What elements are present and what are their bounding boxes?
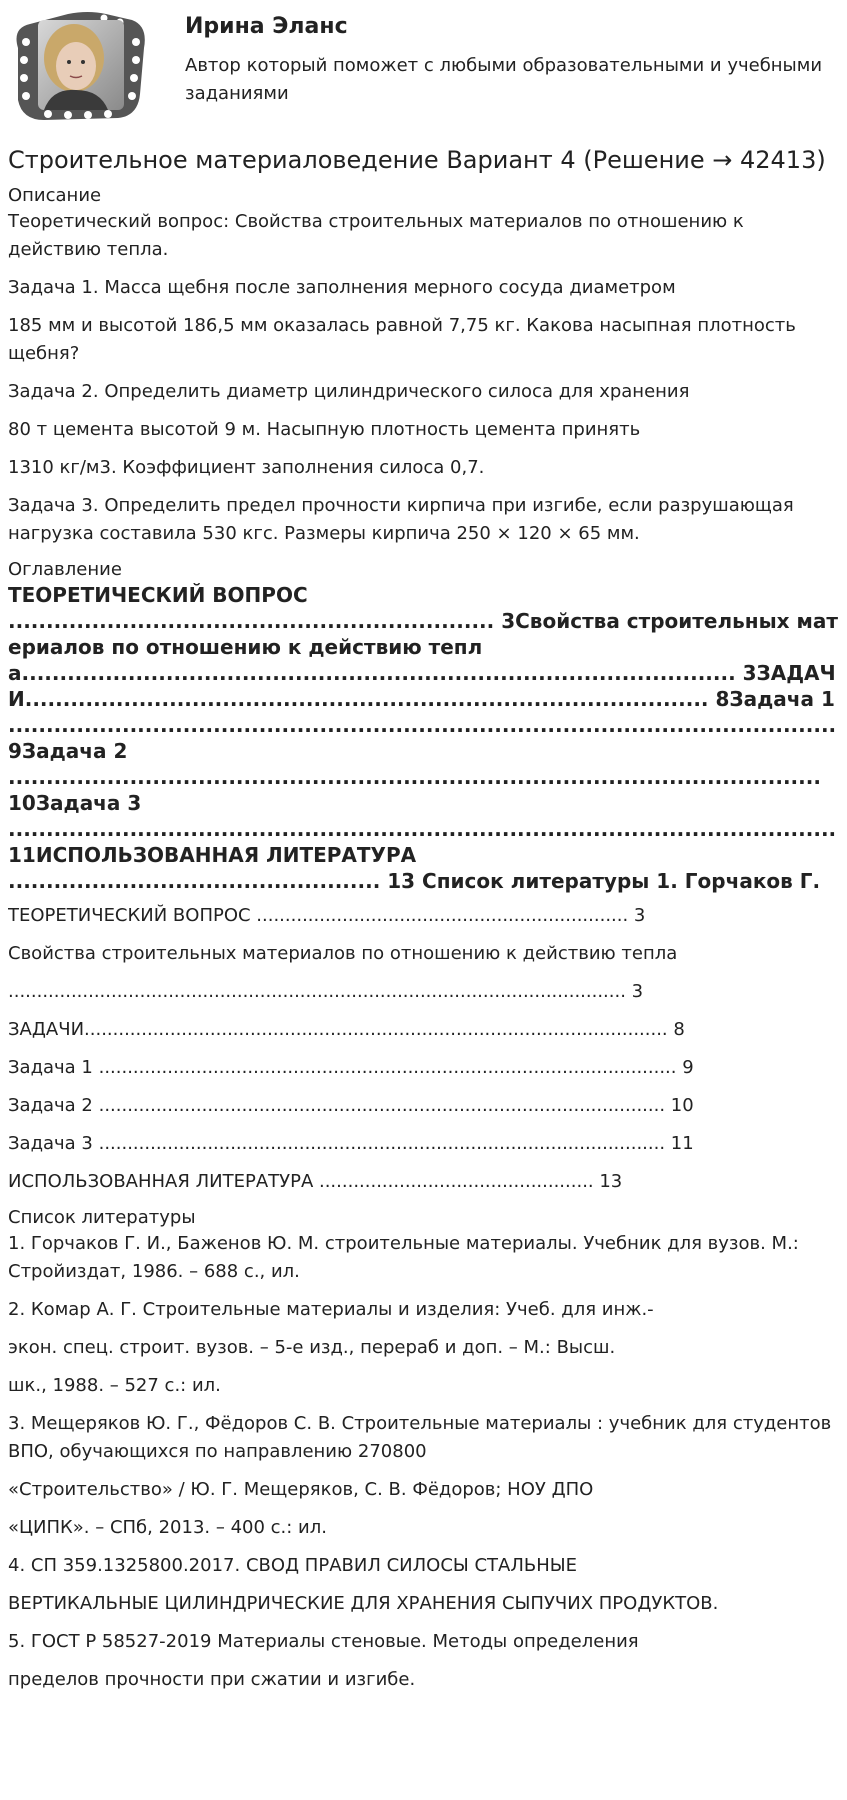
toc-entry[interactable]: Задача 3 ................................................................................................... 11 (8, 1133, 694, 1154)
toc-entry[interactable]: ТЕОРЕТИЧЕСКИЙ ВОПРОС ................................................................. 3 (8, 905, 646, 926)
toc-bold-line: ........................................................................................................... (8, 765, 821, 789)
description-paragraph: Теоретический вопрос: Свойства строительных материалов по отношению к действию тепла. (8, 211, 744, 260)
reference-line: 5. ГОСТ Р 58527-2019 Материалы стеновые. Методы определения (8, 1631, 639, 1652)
reference-line: 3. Мещеряков Ю. Г., Фёдоров С. В. Строительные материалы : учебник для студентов ВПО, обучающихся по направлению 270800 (8, 1413, 832, 1462)
reference-line: 1. Горчаков Г. И., Баженов Ю. М. строительные материалы. Учебник для вузов. М.: Стройиздат, 1986. – 688 с., ил. (8, 1233, 799, 1282)
toc-bold-line: ................................................. 13 Список литературы 1. Горчаков Г. (8, 869, 821, 893)
reference-line: «ЦИПК». – СПб, 2013. – 400 с.: ил. (8, 1517, 327, 1538)
toc-bold-line: ............................................................................................................. (8, 817, 837, 841)
description-paragraph: 1310 кг/м3. Коэффициент заполнения силоса 0,7. (8, 457, 485, 478)
toc-entry[interactable]: ............................................................................................................ 3 (8, 981, 644, 1002)
reference-line: 2. Комар А. Г. Строительные материалы и изделия: Учеб. для инж.- (8, 1299, 654, 1320)
document-content (8, 144, 840, 1704)
description-paragraph: Задача 2. Определить диаметр цилиндрического силоса для хранения (8, 381, 690, 402)
references-label: Список литературы (8, 1207, 196, 1228)
toc-bold-line: ТЕОРЕТИЧЕСКИЙ ВОПРОС (8, 583, 308, 607)
author-avatar[interactable] (8, 8, 154, 126)
document-title: Строительное материаловедение Вариант 4 (Решение → 42413) (8, 146, 826, 174)
toc-entry[interactable]: ИСПОЛЬЗОВАННАЯ ЛИТЕРАТУРА ................................................ 13 (8, 1171, 623, 1192)
toc-bold-line: 10Задача 3 (8, 791, 142, 815)
reference-line: ВЕРТИКАЛЬНЫЕ ЦИЛИНДРИЧЕСКИЕ ДЛЯ ХРАНЕНИЯ СЫПУЧИХ ПРОДУКТОВ. (8, 1593, 719, 1614)
reference-line: шк., 1988. – 527 с.: ил. (8, 1375, 221, 1396)
toc-entry[interactable]: Задача 1 ..................................................................................................... 9 (8, 1057, 694, 1078)
reference-line: экон. спец. строит. вузов. – 5-е изд., перераб и доп. – М.: Высш. (8, 1337, 616, 1358)
description-paragraph: Задача 1. Масса щебня после заполнения мерного сосуда диаметром (8, 277, 676, 298)
toc-bold-line: 11ИСПОЛЬЗОВАННАЯ ЛИТЕРАТУРА (8, 843, 417, 867)
description-paragraph: Задача 3. Определить предел прочности кирпича при изгибе, если разрушающая нагрузка составила 530 кгс. Размеры кирпича 250 × 120 × 65 мм. (8, 495, 794, 544)
toc-label: Оглавление (8, 559, 122, 580)
author-block (8, 8, 838, 128)
toc-bold-line: 9Задача 2 (8, 739, 128, 763)
author-description: Автор который поможет с любыми образовательными и учебными заданиями (185, 55, 823, 104)
toc-entry[interactable]: ЗАДАЧИ...................................................................................................... 8 (8, 1019, 685, 1040)
reference-line: 4. СП 359.1325800.2017. СВОД ПРАВИЛ СИЛОСЫ СТАЛЬНЫЕ (8, 1555, 578, 1576)
toc-entry[interactable]: Задача 2 ................................................................................................... 10 (8, 1095, 694, 1116)
description-paragraph: 80 т цемента высотой 9 м. Насыпную плотность цемента принять (8, 419, 641, 440)
toc-bold-line: ................................................................ 3Свойства строительных материалов по отношению к действию тепла.............................................................................................. 3ЗАДАЧИ.......................................................................................... 8Задача 1 (8, 609, 838, 711)
toc-entry[interactable]: Свойства строительных материалов по отношению к действию тепла (8, 943, 678, 964)
description-label: Описание (8, 185, 102, 206)
toc-bold-line: ............................................................................................................. (8, 713, 837, 737)
reference-line: «Строительство» / Ю. Г. Мещеряков, С. В. Фёдоров; НОУ ДПО (8, 1479, 594, 1500)
description-paragraph: 185 мм и высотой 186,5 мм оказалась равной 7,75 кг. Какова насыпная плотность щебня? (8, 315, 796, 364)
author-name[interactable]: Ирина Эланс (185, 14, 348, 39)
reference-line: пределов прочности при сжатии и изгибе. (8, 1669, 416, 1690)
avatar-film-frame-icon (8, 8, 154, 126)
